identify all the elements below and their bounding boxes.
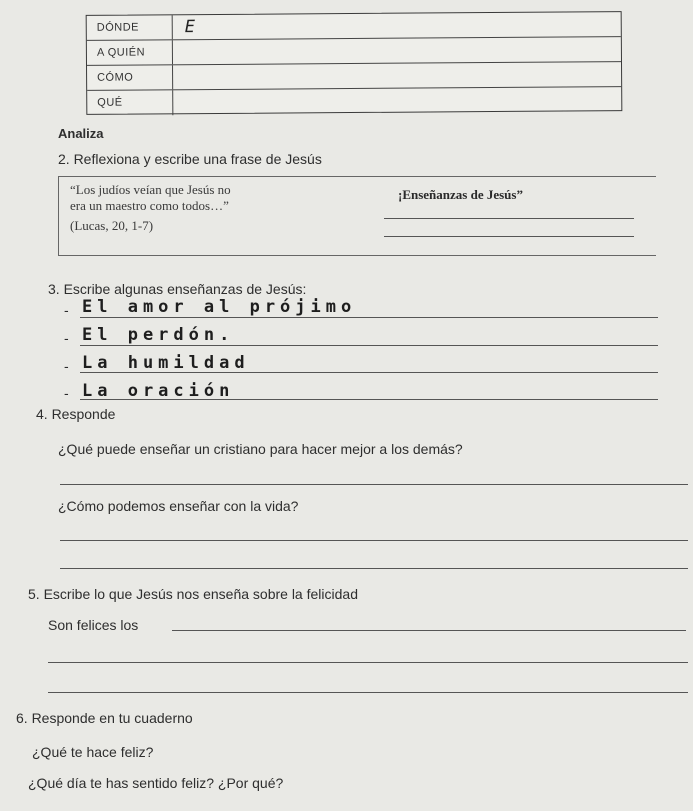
section-analiza: Analiza: [58, 126, 104, 141]
row-label-donde: DÓNDE: [87, 15, 173, 40]
write-line-q5-1[interactable]: [172, 630, 686, 631]
write-line-q5-3[interactable]: [48, 692, 688, 693]
answer-2-handwritten: El perdón.: [82, 325, 235, 345]
q4-question-2: ¿Cómo podemos enseñar con la vida?: [58, 498, 299, 514]
bullet-dash-4: -: [64, 385, 69, 401]
q2-title: 2. Reflexiona y escribe una frase de Jesús: [58, 151, 322, 167]
quote-line-1: “Los judíos veían que Jesús no: [70, 182, 231, 197]
quote-reference: (Lucas, 20, 1-7): [70, 218, 154, 233]
write-line-q2-2[interactable]: [384, 236, 634, 237]
row-label-como: CÓMO: [87, 65, 173, 90]
q6-question-2: ¿Qué día te has sentido feliz? ¿Por qué?: [28, 775, 284, 791]
write-line-q4-1[interactable]: [60, 484, 688, 485]
q5-title: 5. Escribe lo que Jesús nos enseña sobre la felicidad: [28, 586, 358, 602]
write-line-q3-1[interactable]: [80, 317, 658, 318]
row-label-a-quien: A QUIÉN: [87, 40, 173, 65]
q5-prompt: Son felices los: [48, 617, 139, 633]
bullet-dash-1: -: [64, 302, 69, 318]
table-row-como: [87, 62, 621, 91]
write-line-q3-4[interactable]: [80, 399, 658, 400]
write-line-q2-1[interactable]: [384, 218, 634, 219]
quote-line-2: era un maestro como todos…”: [70, 198, 229, 213]
q6-question-1: ¿Qué te hace feliz?: [32, 744, 154, 760]
row-label-que: QUÉ: [87, 90, 173, 116]
write-line-q3-3[interactable]: [80, 372, 658, 373]
table-row-a-quien: [87, 37, 621, 66]
table-row-que: [87, 87, 621, 116]
answer-4-handwritten: La oración: [82, 381, 235, 401]
bullet-dash-2: -: [64, 330, 69, 346]
q4-question-1: ¿Qué puede enseñar un cristiano para hacer mejor a los demás?: [58, 441, 463, 457]
write-line-q4-2[interactable]: [60, 540, 688, 541]
quote-text: [70, 182, 231, 234]
q6-title: 6. Responde en tu cuaderno: [16, 710, 193, 726]
info-table: [86, 11, 623, 115]
table-row-donde: [87, 12, 621, 41]
ensenanzas-heading: ¡Enseñanzas de Jesús”: [398, 187, 523, 202]
q4-title: 4. Responde: [36, 406, 116, 422]
write-line-q4-3[interactable]: [60, 568, 688, 569]
q3-title: 3. Escribe algunas enseñanzas de Jesús:: [48, 281, 307, 297]
answer-donde: E: [184, 17, 196, 38]
write-line-q3-2[interactable]: [80, 345, 658, 346]
write-line-q5-2[interactable]: [48, 662, 688, 663]
bullet-dash-3: -: [64, 358, 69, 374]
answer-1-handwritten: El amor al prójimo: [82, 297, 357, 317]
answer-3-handwritten: La humildad: [82, 353, 250, 373]
